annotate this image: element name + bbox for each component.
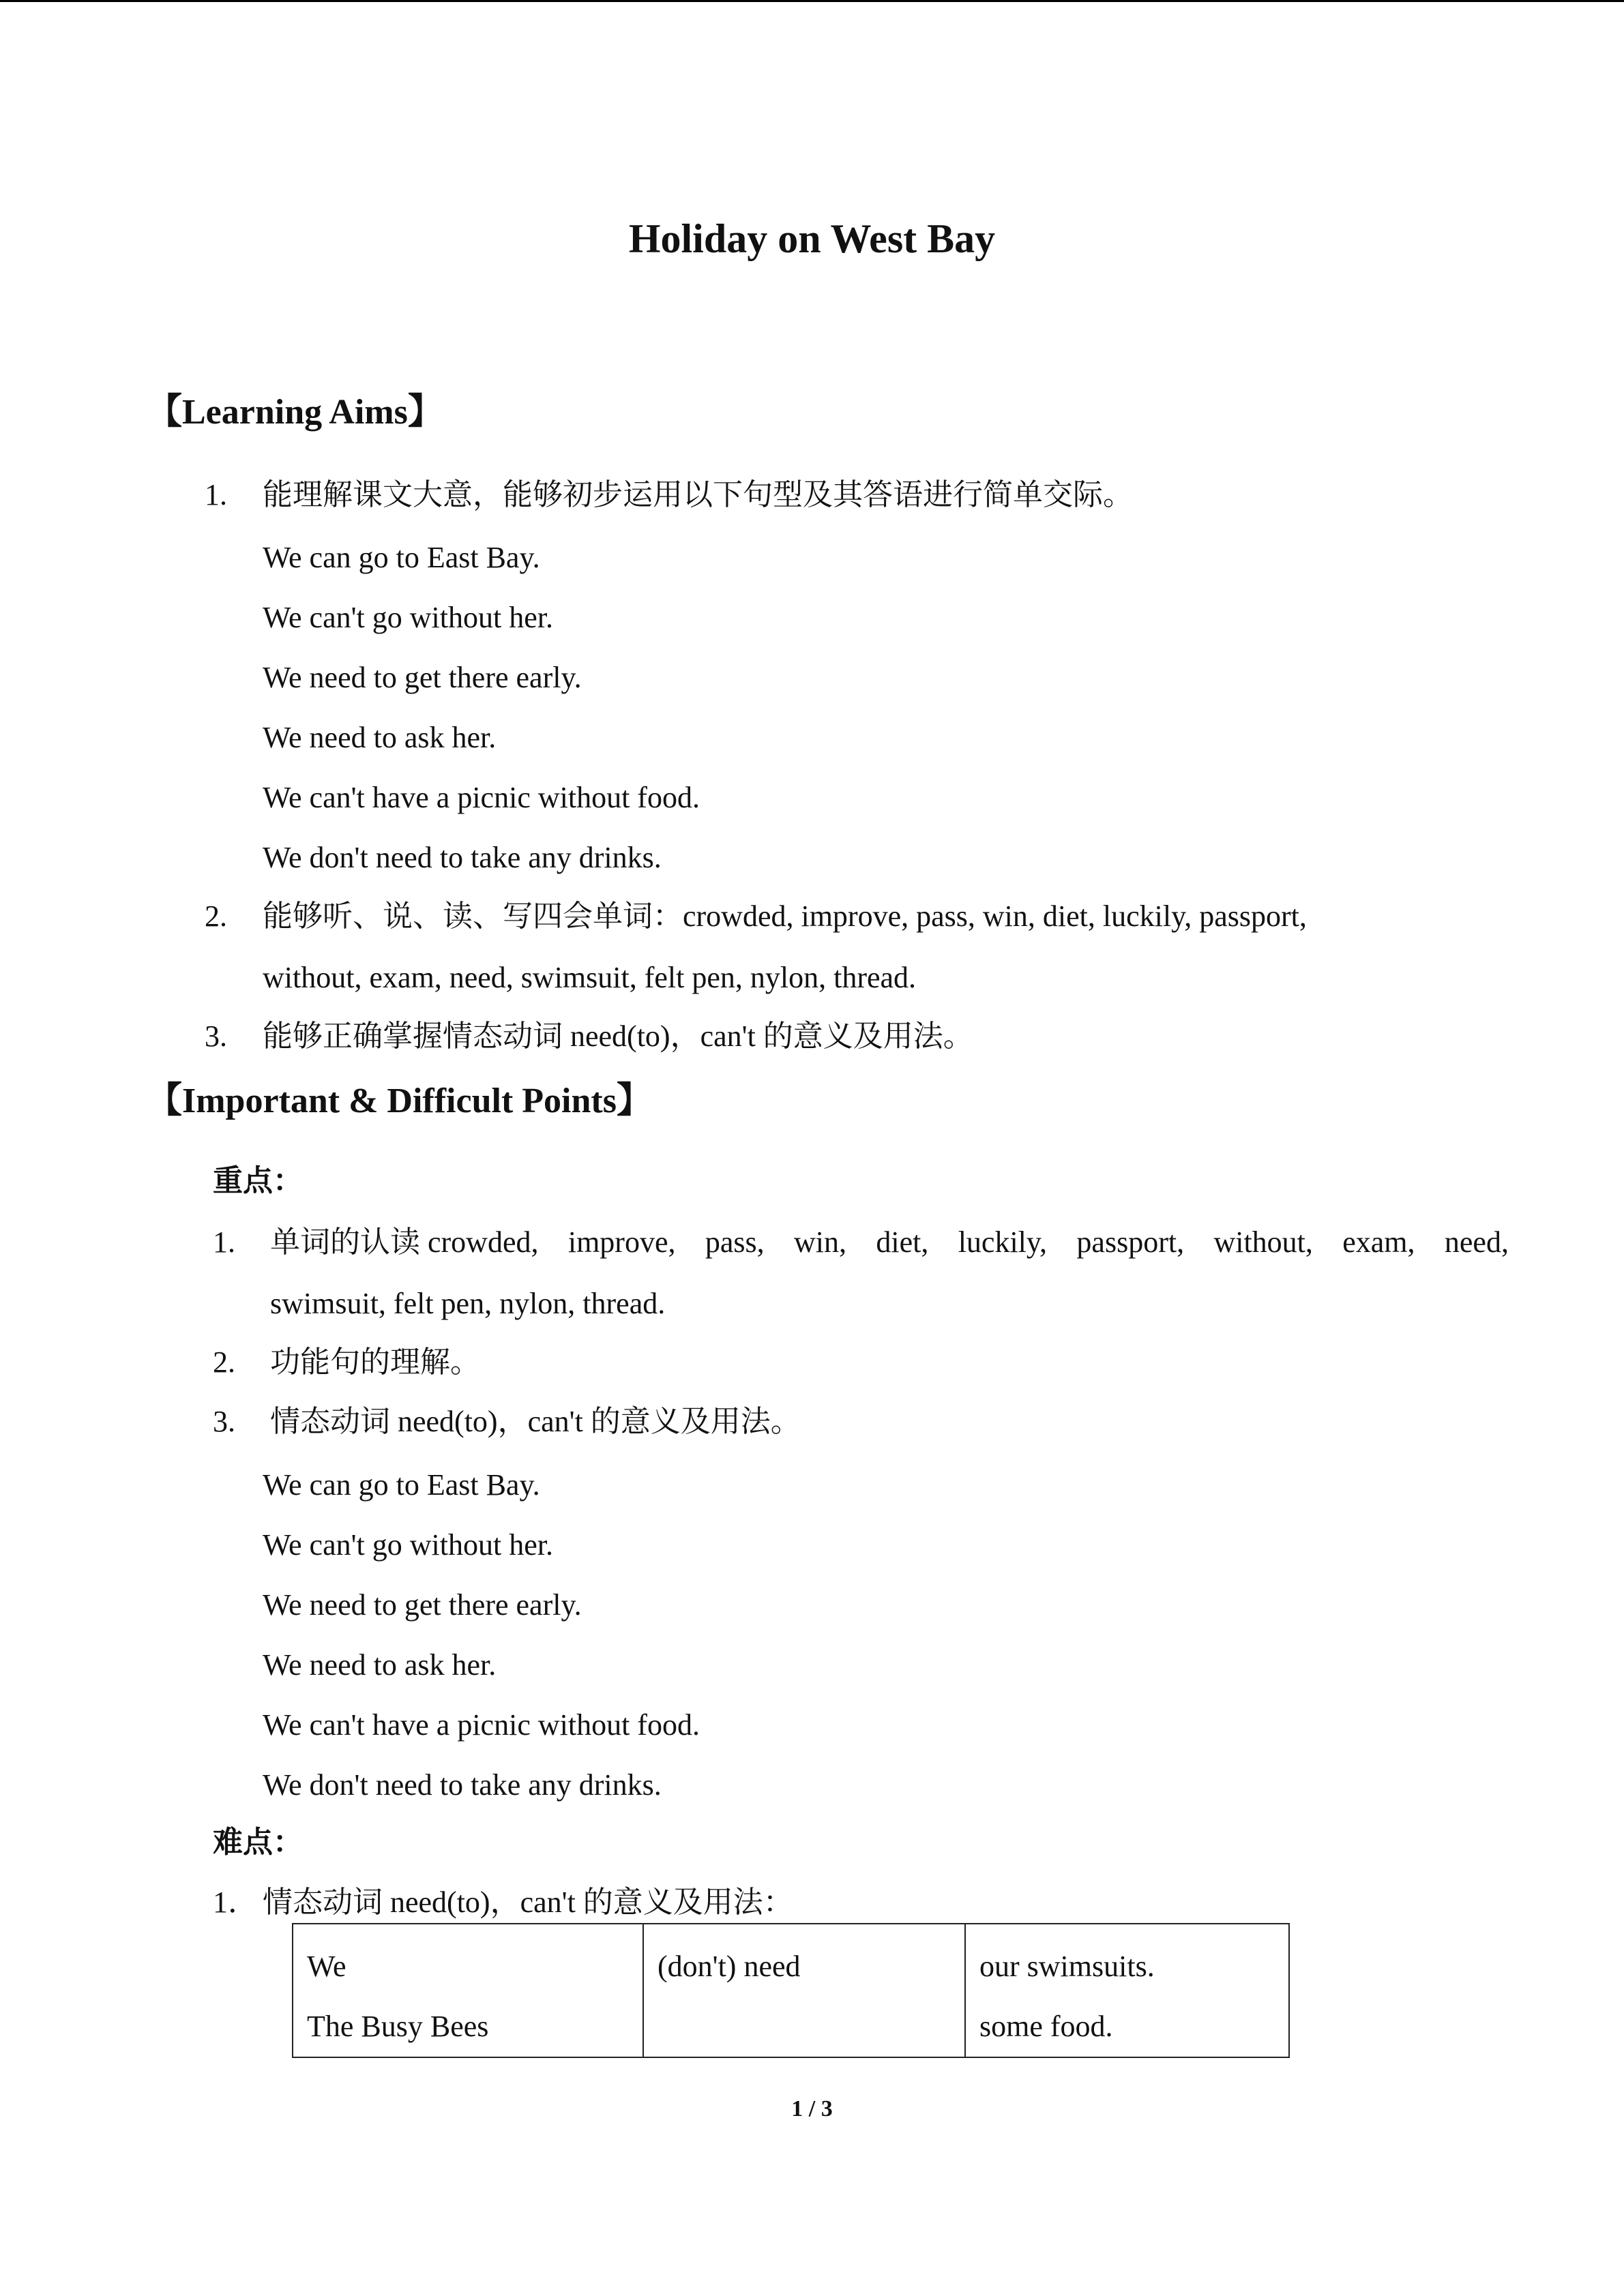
key-1-continuation: swimsuit, felt pen, nylon, thread. [270,1287,666,1320]
key-points-label: 重点： [213,1164,303,1197]
point-sentence-3: We need to get there early. [263,1588,582,1622]
aim-sentence-2: We can't go without her. [263,601,553,634]
document-title: Holiday on West Bay [628,216,996,261]
subject-1: We [307,1950,346,1983]
key-1-word: 单词的认读 crowded, [270,1225,539,1259]
key-1-word: exam, [1342,1225,1415,1259]
top-border [0,0,1624,2]
object-1: our swimsuits. [979,1950,1155,1983]
key-1-word: without, [1213,1225,1313,1259]
aim-sentence-3: We need to get there early. [263,661,582,694]
key-1-word: need, [1444,1225,1509,1259]
key-3-number: 3. [213,1405,235,1438]
page-number: 1 / 3 [791,2096,833,2121]
key-1-word: pass, [705,1225,765,1259]
key-1-word: win, [794,1225,846,1259]
learning-aims-heading: 【Learning Aims】 [147,393,443,432]
point-sentence-6: We don't need to take any drinks. [263,1768,662,1802]
aim-3-number: 3. [205,1019,227,1053]
aim-2-text: 能够听、说、读、写四会单词：crowded, improve, pass, win, diet, luckily, passport, [263,899,1307,933]
table-cell-verb [643,1924,965,2057]
key-2-text: 功能句的理解。 [270,1345,480,1379]
aim-sentence-5: We can't have a picnic without food. [263,781,700,814]
key-1-word: diet, [876,1225,929,1259]
points-heading: 【Important & Difficult Points】 [147,1082,652,1120]
object-2: some food. [979,2010,1113,2043]
difficult-1-text: 情态动词 need(to)，can't 的意义及用法： [263,1885,793,1919]
point-sentence-2: We can't go without her. [263,1528,553,1562]
key-1-text [270,1222,1509,1263]
difficult-1-number: 1． [213,1885,258,1919]
table-cell-objects [965,1924,1289,2057]
subject-2: The Busy Bees [307,2010,489,2043]
aim-sentence-4: We need to ask her. [263,721,497,754]
key-1-word: passport, [1076,1225,1185,1259]
point-sentence-5: We can't have a picnic without food. [263,1708,700,1742]
key-1-word: improve, [567,1225,676,1259]
grammar-table [292,1923,1290,2058]
table-cell-subjects [293,1924,643,2057]
table-row [293,1924,1289,2057]
aim-1-text: 能理解课文大意，能够初步运用以下句型及其答语进行简单交际。 [263,478,1133,511]
aim-sentence-1: We can go to East Bay. [263,541,540,574]
aim-1-number: 1. [205,478,227,511]
verb-phrase: (don't) need [658,1950,801,1983]
aim-2-number: 2. [205,899,227,933]
point-sentence-4: We need to ask her. [263,1648,497,1682]
key-1-number: 1. [213,1225,235,1259]
key-3-text: 情态动词 need(to)，can't 的意义及用法。 [270,1405,801,1438]
key-2-number: 2. [213,1345,235,1379]
key-1-word: luckily, [958,1225,1048,1259]
point-sentence-1: We can go to East Bay. [263,1468,540,1502]
difficult-points-label: 难点： [213,1825,303,1859]
aim-2-continuation: without, exam, need, swimsuit, felt pen, nylon, thread. [263,961,917,994]
aim-sentence-6: We don't need to take any drinks. [263,841,662,874]
aim-3-text: 能够正确掌握情态动词 need(to)，can't 的意义及用法。 [263,1019,973,1053]
